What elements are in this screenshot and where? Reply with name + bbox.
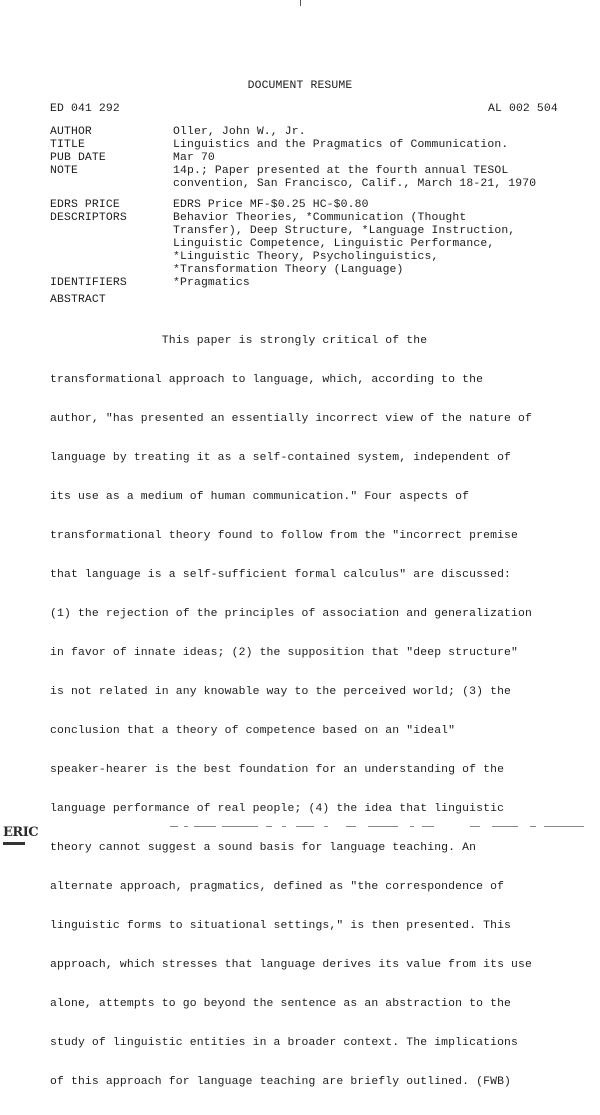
- abstract-line: study of linguistic entities in a broader context. The implications: [50, 1037, 519, 1049]
- abstract-line: conclusion that a theory of competence based on an "ideal": [50, 725, 456, 737]
- author-label: AUTHOR: [50, 126, 92, 138]
- descriptors-line: Behavior Theories, *Communication (Thought: [173, 212, 467, 224]
- descriptors-line: *Linguistic Theory, Psycholinguistics,: [173, 251, 439, 263]
- abstract-line: transformational theory found to follow from the "incorrect premise: [50, 530, 519, 542]
- pub-date-value: Mar 70: [173, 152, 215, 164]
- abstract-line: transformational approach to language, which, according to the: [50, 374, 484, 386]
- identifiers-value: *Pragmatics: [173, 277, 250, 289]
- eric-logo: [1, 823, 39, 849]
- top-edge-mark: [300, 0, 301, 6]
- note-label: NOTE: [50, 165, 78, 177]
- note-line-1: 14p.; Paper presented at the fourth annual TESOL: [173, 165, 509, 177]
- abstract-line: alternate approach, pragmatics, defined as "the correspondence of: [50, 881, 505, 893]
- title-value: Linguistics and the Pragmatics of Communication.: [173, 139, 509, 151]
- abstract-line: that language is a self-sufficient formal calculus" are discussed:: [50, 569, 512, 581]
- abstract-line: language by treating it as a self-contained system, independent of: [50, 452, 512, 464]
- author-value: Oller, John W., Jr.: [173, 126, 306, 138]
- identifiers-label: IDENTIFIERS: [50, 277, 127, 289]
- descriptors-line: Linguistic Competence, Linguistic Performance,: [173, 238, 495, 250]
- edrs-price-value: EDRS Price MF-$0.25 HC-$0.80: [173, 199, 369, 211]
- al-number: AL 002 504: [488, 103, 558, 115]
- descriptors-label: DESCRIPTORS: [50, 212, 127, 224]
- pub-date-label: PUB DATE: [50, 152, 106, 164]
- abstract-line: language performance of real people; (4) the idea that linguistic: [50, 803, 505, 815]
- abstract-line: (1) the rejection of the principles of association and generalization: [50, 608, 532, 620]
- abstract-line: speaker-hearer is the best foundation for an understanding of the: [50, 764, 505, 776]
- ed-number: ED 041 292: [50, 103, 120, 115]
- abstract-line: is not related in any knowable way to the perceived world; (3) the: [50, 686, 512, 698]
- abstract-line: in favor of innate ideas; (2) the supposition that "deep structure": [50, 647, 519, 659]
- abstract-line: alone, attempts to go beyond the sentence as an abstraction to the: [50, 998, 512, 1010]
- abstract-line: This paper is strongly critical of the: [50, 335, 428, 347]
- abstract-body: [50, 309, 590, 1115]
- abstract-line: approach, which stresses that language derives its value from its use: [50, 959, 532, 971]
- scan-artifact-line: [170, 826, 590, 828]
- descriptors-line: *Transformation Theory (Language): [173, 264, 404, 276]
- abstract-line: linguistic forms to situational settings," is then presented. This: [50, 920, 512, 932]
- document-heading: DOCUMENT RESUME: [247, 80, 353, 92]
- eric-logo-bar: [3, 842, 25, 845]
- edrs-price-label: EDRS PRICE: [50, 199, 120, 211]
- title-label: TITLE: [50, 139, 85, 151]
- abstract-line: theory cannot suggest a sound basis for language teaching. An: [50, 842, 477, 854]
- abstract-line: its use as a medium of human communication." Four aspects of: [50, 491, 470, 503]
- abstract-line: author, "has presented an essentially incorrect view of the nature of: [50, 413, 532, 425]
- abstract-line: of this approach for language teaching are briefly outlined. (FWB): [50, 1076, 512, 1088]
- eric-logo-text: ERIC: [3, 825, 39, 840]
- note-line-2: convention, San Francisco, Calif., March 18-21, 1970: [173, 178, 537, 190]
- descriptors-line: Transfer), Deep Structure, *Language Instruction,: [173, 225, 516, 237]
- abstract-label: ABSTRACT: [50, 294, 106, 306]
